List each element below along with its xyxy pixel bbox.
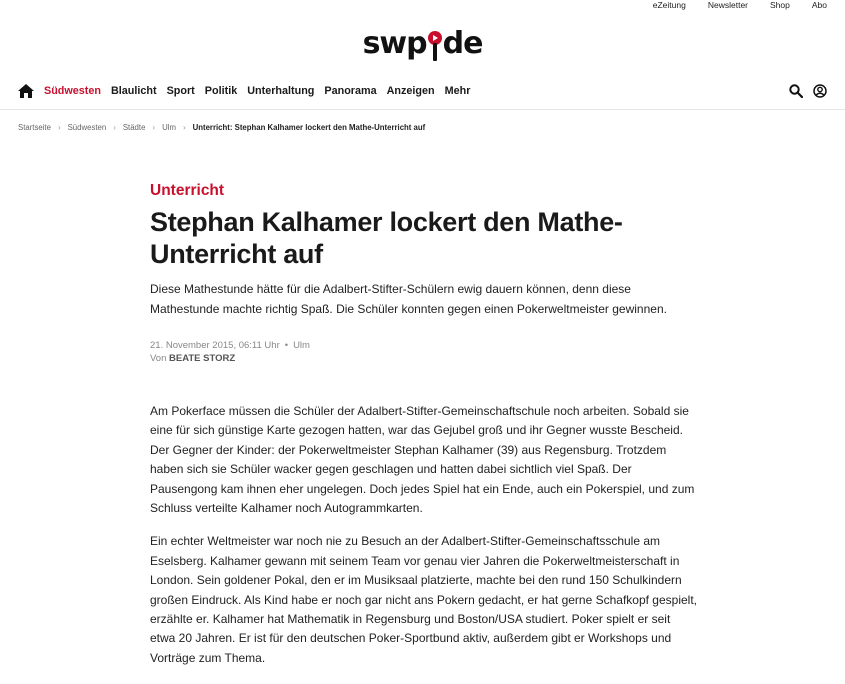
article-author[interactable]: BEATE STORZ	[169, 353, 236, 364]
breadcrumb-staedte[interactable]: Städte	[122, 123, 146, 132]
nav-item-anzeigen[interactable]: Anzeigen	[386, 85, 435, 97]
chevron-right-icon: ›	[113, 123, 116, 132]
article-location: Ulm	[293, 340, 310, 351]
top-link-ezeitung[interactable]: eZeitung	[652, 0, 686, 10]
breadcrumb-startseite[interactable]: Startseite	[18, 123, 51, 132]
nav-item-blaulicht[interactable]: Blaulicht	[111, 85, 157, 97]
chevron-right-icon: ›	[57, 123, 61, 132]
logo-pin-icon	[428, 31, 442, 61]
top-link-newsletter[interactable]: Newsletter	[707, 0, 749, 10]
article-meta: 21. November 2015, 06:11 Uhr • Ulm	[150, 340, 310, 351]
search-icon[interactable]	[789, 84, 803, 98]
breadcrumb-current: Unterricht: Stephan Kalhamer lockert den Mathe-Unterricht auf	[192, 123, 426, 132]
article	[150, 182, 698, 668]
nav-item-politik[interactable]: Politik	[204, 85, 238, 97]
top-link-abo[interactable]: Abo	[811, 0, 827, 10]
article-headline: Stephan Kalhamer lockert den Mathe-Unterricht auf	[150, 207, 623, 269]
top-link-shop[interactable]: Shop	[770, 0, 790, 10]
site-logo[interactable]	[0, 26, 845, 61]
article-kicker: Unterricht	[150, 182, 225, 199]
nav-divider	[0, 109, 845, 110]
article-paragraph: Ein echter Weltmeister war noch nie zu Besuch an der Adalbert-Stifter-Gemeinschaftsschule am Eselsberg. Kalhamer gewann mit seinem Team vor genau vier Jahren die Pokerweltmeisterschaft in London. Sein goldener Pokal, den er im Musiksaal platzierte, machte bei den rund 150 Schulkindern großen Eindruck. Als Kind habe er noch gar nicht ans Pokern gedacht, er hat gerne Schafkopf gespielt, erzählte er. Kalhamer hat Mathematik in Regensburg und Boston/USA studiert. Poker spielt er seit etwa 20 Jahren. Er ist für den deutschen Poker-Sportbund aktiv, außerdem gibt er Workshops und Vorträge zum Thema.	[150, 534, 698, 665]
breadcrumb-ulm[interactable]: Ulm	[162, 123, 176, 132]
nav-item-suedwesten[interactable]: Südwesten	[44, 85, 101, 97]
logo-text-right: de	[442, 26, 483, 61]
article-body	[150, 402, 698, 668]
chevron-right-icon: ›	[152, 123, 156, 132]
user-account-icon[interactable]	[813, 84, 827, 98]
breadcrumb-suedwesten[interactable]: Südwesten	[67, 123, 107, 132]
nav-item-sport[interactable]: Sport	[166, 85, 195, 97]
chevron-right-icon: ›	[182, 123, 186, 132]
nav-item-mehr[interactable]: Mehr	[444, 85, 471, 97]
article-lead: Diese Mathestunde hätte für die Adalbert-Stifter-Schülern ewig dauern können, denn diese Mathestunde machte richtig Spaß. Die Schüler konnten gegen einen Pokerweltmeister gewinnen.	[150, 282, 667, 316]
main-nav	[18, 82, 827, 100]
nav-item-panorama[interactable]: Panorama	[324, 85, 377, 97]
article-paragraph: Am Pokerface müssen die Schüler der Adalbert-Stifter-Gemeinschaftschule noch arbeiten. Sobald sie eine für sich günstige Karte gezogen hatten, war das Gejubel groß und ihr Gegner wusste Bescheid. Der Gegner der Kinder: der Pokerweltmeister Stephan Kalhamer (39) aus Regensburg. Trotzdem haben sich sie Schüler wacker gegen geschlagen und hatten dabei sichtlich viel Spaß. Der Pausengong kam ihnen eher ungelegen. Doch jedes Spiel hat ein Ende, auch ein Pokerspiel, und zum Schluss verteilte Kalhamer noch Autogrammkarten.	[150, 404, 695, 516]
nav-item-unterhaltung[interactable]: Unterhaltung	[247, 85, 315, 97]
byline-prefix: Von	[150, 353, 167, 364]
breadcrumb	[18, 123, 425, 132]
logo-text-left: swp	[362, 26, 427, 61]
article-byline	[150, 353, 698, 364]
article-date: 21. November 2015, 06:11 Uhr	[150, 340, 280, 351]
home-icon[interactable]	[18, 84, 34, 98]
top-links	[653, 0, 827, 10]
